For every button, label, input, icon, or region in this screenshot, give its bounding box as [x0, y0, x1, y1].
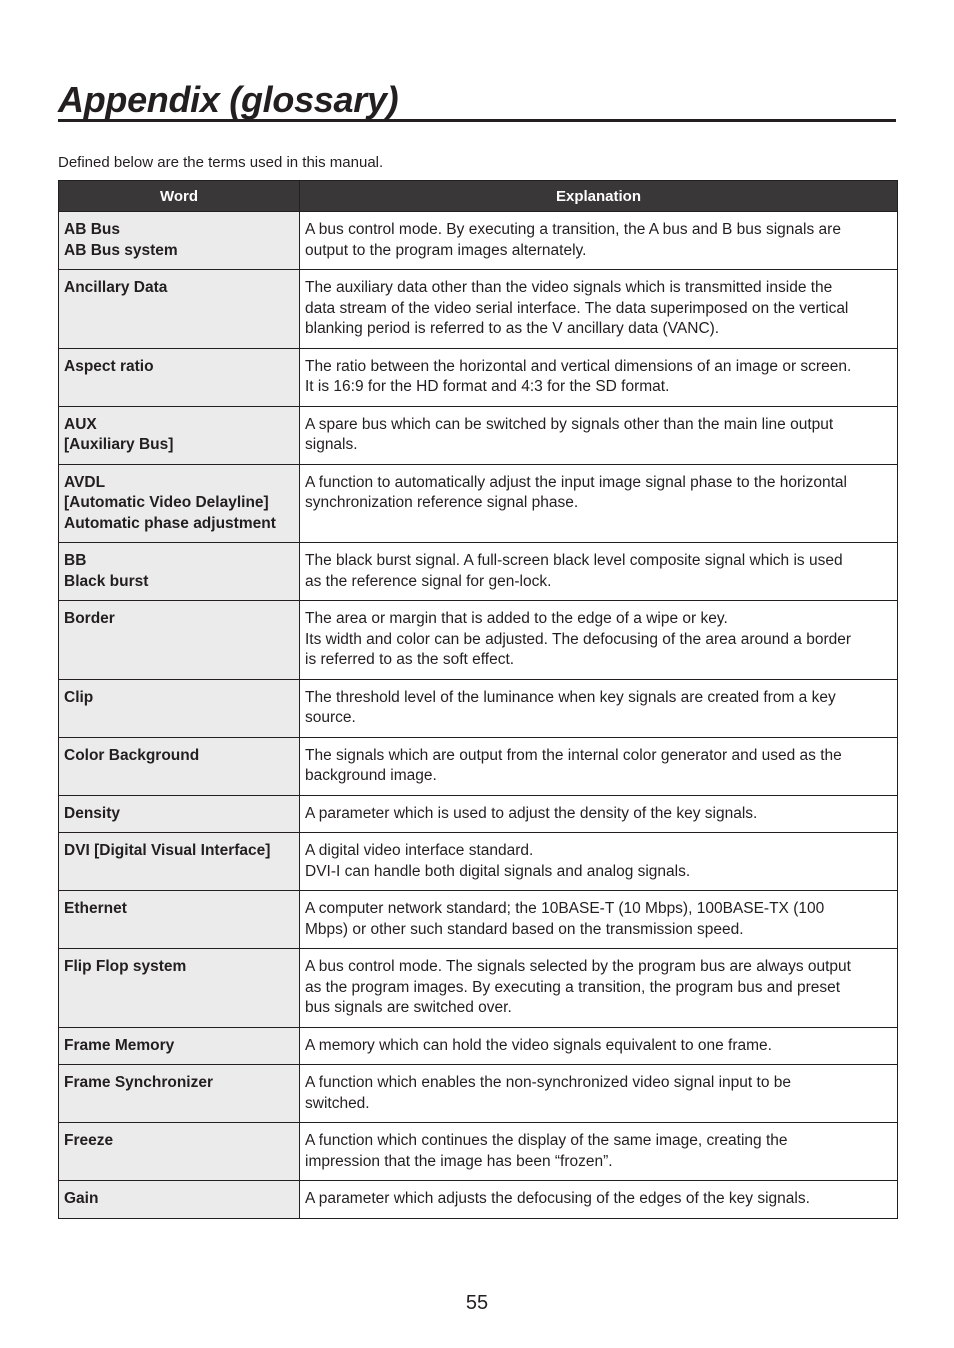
explanation-line: The black burst signal. A full-screen black level composite signal which is used — [305, 552, 843, 569]
term-line: Automatic phase adjustment — [64, 514, 276, 532]
table-row — [59, 1065, 898, 1123]
term-line: Density — [64, 804, 120, 822]
term-cell — [59, 833, 300, 891]
explanation-line: A memory which can hold the video signals equivalent to one frame. — [305, 1036, 772, 1054]
explanation-cell — [300, 543, 898, 601]
explanation-cell — [300, 891, 898, 949]
term-cell — [59, 212, 300, 270]
explanation-line: switched. — [305, 1094, 370, 1112]
explanation-cell — [300, 833, 898, 891]
table-row — [59, 1123, 898, 1181]
term-line: AB Bus — [64, 221, 120, 238]
explanation-line: background image. — [305, 767, 437, 784]
explanation-line: A digital video interface standard. — [305, 842, 534, 859]
explanation-line: is referred to as the soft effect. — [305, 651, 515, 668]
term-cell — [59, 464, 300, 543]
glossary-table — [58, 180, 898, 1219]
term-line: AUX — [64, 415, 97, 433]
table-header-row — [59, 181, 898, 212]
explanation-line: Its width and color can be adjusted. The defocusing of the area around a border — [305, 630, 852, 648]
intro-text: Defined below are the terms used in this manual. — [58, 154, 384, 171]
explanation-line: Mbps) or other such standard based on the transmission speed. — [305, 920, 744, 938]
explanation-line: synchronization reference signal phase. — [305, 494, 579, 511]
term-cell — [59, 795, 300, 833]
term-cell — [59, 543, 300, 601]
explanation-line: A function to automatically adjust the input image signal phase to the horizontal — [305, 473, 847, 491]
explanation-line: A function which continues the display of the same image, creating the — [305, 1132, 788, 1149]
explanation-cell — [300, 348, 898, 406]
explanation-line: A bus control mode. The signals selected by the program bus are always output — [305, 958, 851, 975]
table-row — [59, 270, 898, 349]
glossary-body — [59, 212, 898, 1219]
explanation-line: data stream of the video serial interface. The data superimposed on the vertical — [305, 299, 849, 317]
explanation-cell — [300, 1027, 898, 1065]
explanation-cell — [300, 737, 898, 795]
table-row — [59, 891, 898, 949]
term-line: Ethernet — [64, 900, 127, 917]
explanation-line: impression that the image has been “frozen”. — [305, 1152, 613, 1170]
explanation-line: bus signals are switched over. — [305, 999, 512, 1016]
explanation-cell — [300, 601, 898, 680]
term-cell — [59, 601, 300, 680]
title-underline — [58, 119, 896, 122]
table-row — [59, 543, 898, 601]
explanation-line: The signals which are output from the internal color generator and used as the — [305, 746, 842, 764]
term-line: Clip — [64, 688, 94, 706]
term-line: Ancillary Data — [64, 279, 168, 296]
explanation-line: as the program images. By executing a transition, the program bus and preset — [305, 978, 841, 996]
term-cell — [59, 348, 300, 406]
explanation-cell — [300, 464, 898, 543]
table-row — [59, 464, 898, 543]
term-cell — [59, 1123, 300, 1181]
table-row — [59, 348, 898, 406]
table-row — [59, 679, 898, 737]
term-cell — [59, 406, 300, 464]
explanation-line: The ratio between the horizontal and vertical dimensions of an image or screen. — [305, 357, 852, 375]
term-cell — [59, 949, 300, 1028]
explanation-line: as the reference signal for gen-lock. — [305, 572, 552, 590]
explanation-line: A computer network standard; the 10BASE-T (10 Mbps), 100BASE-TX (100 — [305, 900, 825, 917]
table-row — [59, 601, 898, 680]
term-cell — [59, 1065, 300, 1123]
term-line: Aspect ratio — [64, 357, 154, 375]
term-cell — [59, 891, 300, 949]
explanation-line: signals. — [305, 436, 358, 453]
term-line: Black burst — [64, 572, 149, 590]
explanation-line: A spare bus which can be switched by signals other than the main line output — [305, 415, 834, 433]
term-line: BB — [64, 552, 87, 569]
table-row — [59, 212, 898, 270]
explanation-line: It is 16:9 for the HD format and 4:3 for the SD format. — [305, 378, 670, 395]
term-cell — [59, 737, 300, 795]
term-line: Freeze — [64, 1132, 114, 1149]
table-row — [59, 795, 898, 833]
page-number: 55 — [465, 1292, 489, 1314]
table-row — [59, 1181, 898, 1219]
header-word: Word — [59, 181, 300, 212]
explanation-line: A bus control mode. By executing a transition, the A bus and B bus signals are — [305, 221, 841, 238]
term-cell — [59, 270, 300, 349]
table-row — [59, 1027, 898, 1065]
explanation-line: The auxiliary data other than the video signals which is transmitted inside the — [305, 279, 833, 296]
term-line: Flip Flop system — [64, 958, 187, 975]
term-line: AVDL — [64, 473, 106, 491]
term-line: Color Background — [64, 746, 200, 764]
explanation-cell — [300, 270, 898, 349]
page-title: Appendix (glossary) — [58, 79, 399, 120]
explanation-cell — [300, 1123, 898, 1181]
term-line: [Automatic Video Delayline] — [64, 494, 269, 511]
explanation-line: A parameter which adjusts the defocusing of the edges of the key signals. — [305, 1190, 810, 1207]
explanation-cell — [300, 1065, 898, 1123]
explanation-line: A function which enables the non-synchronized video signal input to be — [305, 1074, 791, 1091]
table-row — [59, 949, 898, 1028]
explanation-line: source. — [305, 709, 356, 726]
term-line: AB Bus system — [64, 241, 178, 259]
term-cell — [59, 1027, 300, 1065]
term-cell — [59, 679, 300, 737]
table-row — [59, 737, 898, 795]
explanation-line: blanking period is referred to as the V ancillary data (VANC). — [305, 320, 720, 337]
term-line: [Auxiliary Bus] — [64, 436, 174, 453]
header-explanation: Explanation — [300, 181, 898, 212]
explanation-line: output to the program images alternately. — [305, 241, 587, 259]
term-line: Gain — [64, 1190, 99, 1207]
explanation-cell — [300, 212, 898, 270]
explanation-cell — [300, 949, 898, 1028]
term-line: Frame Synchronizer — [64, 1074, 214, 1091]
explanation-line: A parameter which is used to adjust the density of the key signals. — [305, 804, 758, 822]
term-cell — [59, 1181, 300, 1219]
explanation-line: The threshold level of the luminance when key signals are created from a key — [305, 688, 836, 706]
table-row — [59, 406, 898, 464]
term-line: DVI [Digital Visual Interface] — [64, 842, 271, 859]
explanation-cell — [300, 679, 898, 737]
explanation-line: DVI-I can handle both digital signals and analog signals. — [305, 862, 691, 880]
term-line: Border — [64, 610, 115, 627]
term-line: Frame Memory — [64, 1036, 175, 1054]
explanation-cell — [300, 1181, 898, 1219]
explanation-line: The area or margin that is added to the edge of a wipe or key. — [305, 610, 728, 627]
explanation-cell — [300, 795, 898, 833]
table-row — [59, 833, 898, 891]
explanation-cell — [300, 406, 898, 464]
